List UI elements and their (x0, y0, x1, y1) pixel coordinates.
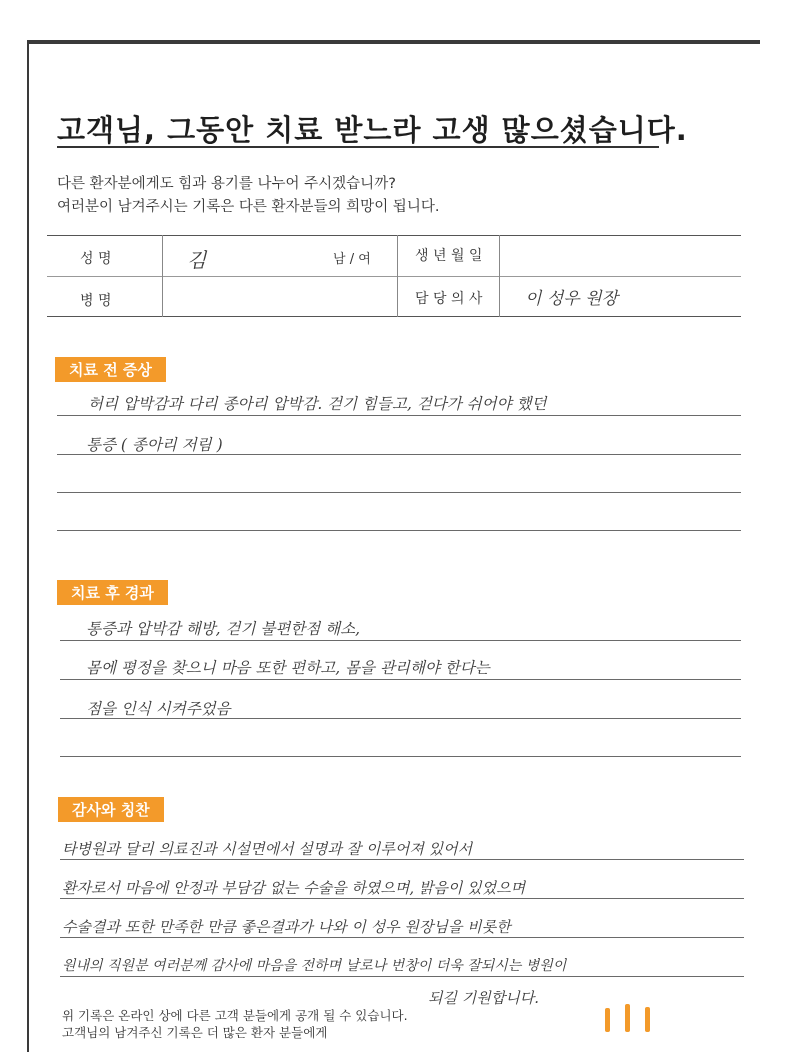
doctor-label: 담 당 의 사 (415, 291, 483, 307)
title-underline (57, 146, 659, 148)
gender-label: 남 / 여 (333, 252, 371, 267)
brand-mark-bar-1 (605, 1008, 610, 1032)
name-value[interactable]: 김 (187, 248, 207, 272)
table-col-divider-2 (397, 235, 398, 317)
birth-date-label: 생 년 월 일 (415, 248, 483, 264)
footer-note-2: 고객님의 남겨주신 기록은 더 많은 환자 분들에게 (62, 1025, 328, 1040)
after-rule-1 (60, 640, 741, 641)
thanks-rule-3 (60, 937, 744, 938)
brand-mark-icon (603, 996, 663, 1032)
table-rule-middle (47, 276, 741, 277)
thanks-rule-4 (60, 976, 744, 977)
thanks-rule-2 (60, 898, 744, 899)
thanks-line-1: 타병원과 달리 의료진과 시설면에서 설명과 잘 이루어져 있어서 (62, 840, 473, 858)
thanks-tag: 감사와 칭찬 (58, 797, 164, 822)
footer-note-1: 위 기록은 온라인 상에 다른 고객 분들에게 공개 될 수 있습니다. (62, 1008, 408, 1023)
before-line-1: 허리 압박감과 다리 종아리 압박감. 걷기 힘들고, 걷다가 쉬어야 했던 (88, 395, 547, 413)
subtitle-line-2: 여러분이 남겨주시는 기록은 다른 환자분들의 희망이 됩니다. (57, 199, 440, 215)
after-line-2: 몸에 평정을 찾으니 마음 또한 편하고, 몸을 관리해야 한다는 (86, 659, 490, 677)
doctor-value[interactable]: 이 성우 원장 (525, 289, 618, 309)
thanks-line-4: 원내의 직원분 여러분께 감사에 마음을 전하며 날로나 번창이 더욱 잘되시는 병원이 (62, 958, 567, 974)
after-line-1: 통증과 압박감 해방, 걷기 불편한점 해소, (86, 620, 361, 638)
brand-mark-bar-2 (625, 1004, 630, 1032)
survey-sheet (27, 42, 760, 1052)
thanks-line-2: 환자로서 마음에 안정과 부담감 없는 수술을 하였으며, 밝음이 있었으며 (62, 879, 526, 897)
before-rule-4 (57, 530, 741, 531)
table-rule-bottom (47, 316, 741, 317)
after-rule-2 (60, 679, 741, 680)
after-rule-4 (60, 756, 741, 757)
before-line-2: 통증 ( 종아리 저림 ) (86, 436, 223, 454)
thanks-line-3: 수술결과 또한 만족한 만큼 좋은결과가 나와 이 성우 원장님을 비롯한 (62, 918, 511, 936)
table-col-divider-1 (162, 235, 163, 317)
brand-mark-bar-3 (645, 1007, 650, 1032)
before-rule-3 (57, 492, 741, 493)
table-col-divider-3 (499, 235, 500, 317)
name-label: 성 명 (80, 251, 112, 267)
disease-label: 병 명 (80, 293, 112, 309)
after-line-3: 점을 인식 시켜주었음 (86, 700, 231, 718)
before-rule-1 (57, 415, 741, 416)
subtitle-line-1: 다른 환자분에게도 힘과 용기를 나누어 주시겠습니까? (57, 176, 396, 192)
before-treatment-tag: 치료 전 증상 (55, 357, 166, 382)
table-rule-top (47, 235, 741, 236)
thanks-line-5: 되길 기원합니다. (428, 989, 539, 1007)
after-treatment-tag: 치료 후 경과 (57, 580, 168, 605)
page-title: 고객님, 그동안 치료 받느라 고생 많으셨습니다. (57, 113, 688, 147)
thanks-rule-1 (60, 859, 744, 860)
patient-info-table (47, 235, 741, 317)
